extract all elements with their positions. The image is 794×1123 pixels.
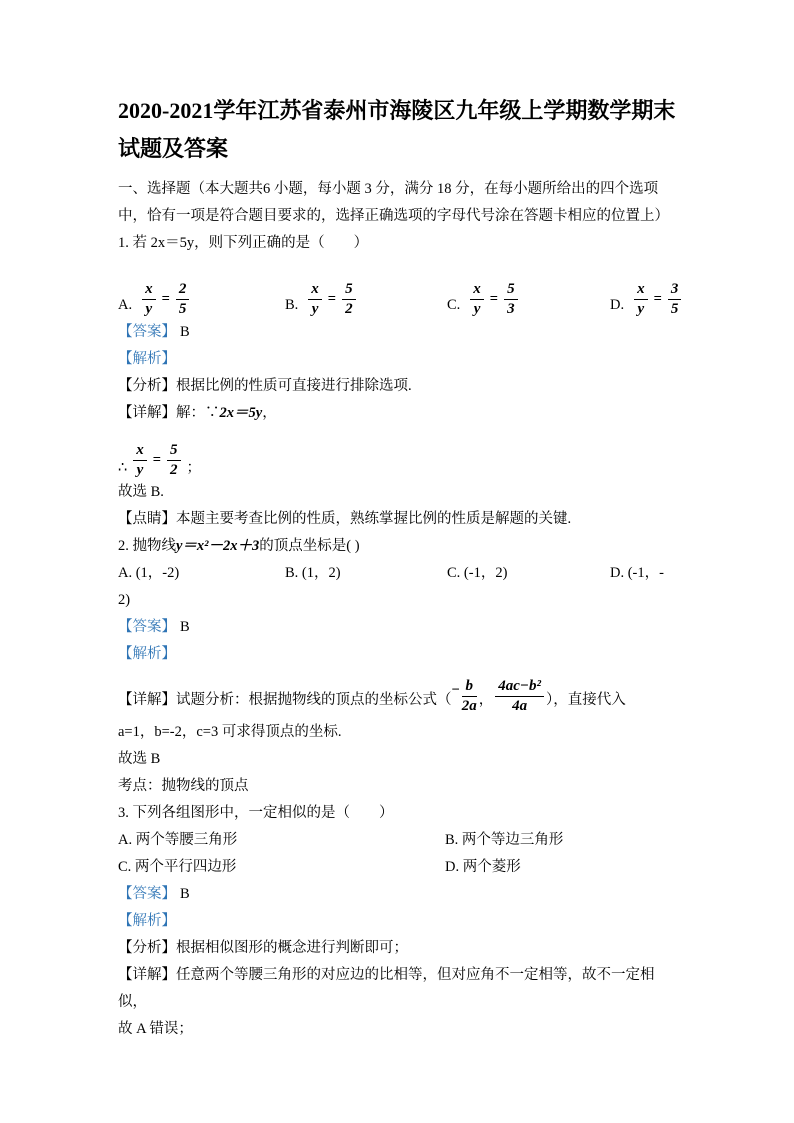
answer-label: 【答案】 <box>118 619 176 635</box>
q1-xiangjie-line <box>118 400 676 427</box>
q3-options-row2 <box>118 854 676 881</box>
q2-kaodian: 考点：抛物线的顶点 <box>118 778 249 794</box>
q1-option-a <box>118 278 285 315</box>
fraction <box>470 281 484 318</box>
fraction-numerator: 2 <box>176 281 190 300</box>
q1-options <box>118 259 679 317</box>
equals-sign: = <box>653 291 662 307</box>
equals-sign: = <box>489 291 499 307</box>
q1-stem: 1. 若 2x＝5y，则下列正确的是（ ） <box>118 235 369 251</box>
q1-option-c <box>447 278 610 315</box>
fenxi-text: 根据比例的性质可直接进行排除选项. <box>176 378 412 394</box>
q3-stem: 3. 下列各组图形中，一定相似的是（ ） <box>118 805 394 821</box>
fraction-numerator: b <box>462 678 477 697</box>
comma: ， <box>478 691 494 708</box>
q2-jiexi-line <box>118 641 676 668</box>
q2-answer-line <box>118 614 676 641</box>
q3-answer-line <box>118 881 676 908</box>
option-label: D. <box>610 297 625 313</box>
answer-value: B <box>180 324 190 340</box>
q2-options <box>118 560 676 587</box>
dianjing-label: 【点睛】 <box>118 511 176 527</box>
fraction-expression <box>133 442 180 479</box>
q1-answer-line <box>118 319 676 346</box>
fraction-numerator: x <box>142 281 156 300</box>
fraction-numerator: x <box>634 281 648 300</box>
fraction-denominator: y <box>473 301 481 317</box>
fraction-denominator: 2a <box>461 698 477 714</box>
fraction-denominator: 5 <box>670 301 679 317</box>
q1-deduction-line <box>118 427 676 477</box>
equals-sign: = <box>152 452 161 468</box>
fraction-denominator: 2 <box>345 301 353 317</box>
q3-options-row1 <box>118 827 676 854</box>
math-expression: y＝x²－2x＋3 <box>176 538 260 554</box>
answer-label: 【答案】 <box>118 324 176 340</box>
equals-sign: = <box>327 291 337 307</box>
fraction-numerator: x <box>133 442 147 461</box>
q1-dianjing-line <box>118 506 676 533</box>
fraction <box>668 281 682 318</box>
q1-option-b <box>285 278 447 315</box>
fraction-expression <box>634 281 681 318</box>
fraction-numerator: x <box>470 281 484 300</box>
q3-jiexi-line <box>118 908 676 935</box>
math-expression: 2x＝5y <box>219 405 263 421</box>
q2-option-b: B. (1，2) <box>285 565 341 581</box>
answer-value: B <box>180 619 190 635</box>
xiangjie-label: 【详解】 <box>118 405 176 421</box>
fraction <box>462 678 477 715</box>
xiangjie-label: 【详解】 <box>118 967 176 983</box>
jiexi-label: 【解析】 <box>118 913 176 929</box>
xiangjie-prefix: 解：∵ <box>176 405 220 421</box>
xiangjie-suffix: ， <box>262 405 277 421</box>
fraction-numerator: x <box>308 281 322 300</box>
title-line-1: 2020-2021学年江苏省泰州市海陵区九年级上学期数学期末 <box>118 98 676 123</box>
q2-stem <box>118 533 676 560</box>
answer-value: B <box>180 886 190 902</box>
q2-stem-prefix: 2. 抛物线 <box>118 538 176 554</box>
q3-xiangjie-line2: 故 A 错误； <box>118 1021 193 1037</box>
q2-option-a: A. (1，-2) <box>118 565 180 581</box>
fraction <box>142 281 156 318</box>
fraction-numerator: 4ac−b² <box>495 678 544 697</box>
fraction <box>133 442 147 479</box>
fraction-denominator: 3 <box>507 301 515 317</box>
q3-option-c: C. 两个平行四边形 <box>118 859 237 875</box>
jiexi-label: 【解析】 <box>118 351 176 367</box>
fraction <box>342 281 356 318</box>
q2-conclusion: 故选 B <box>118 751 161 767</box>
fraction-denominator: y <box>637 301 645 317</box>
fraction <box>495 678 544 715</box>
jiexi-label: 【解析】 <box>118 646 176 662</box>
page-title <box>118 92 676 168</box>
minus-sign: − <box>451 682 460 698</box>
title-line-2: 试题及答案 <box>118 136 229 161</box>
q2-option-d-wrap: 2) <box>118 592 131 608</box>
q3-option-b: B. 两个等边三角形 <box>445 832 564 848</box>
fraction-denominator: y <box>145 301 153 317</box>
therefore-symbol: ∴ <box>118 460 128 476</box>
fraction-expression <box>308 281 355 318</box>
semicolon: ； <box>186 460 201 476</box>
option-label: B. <box>285 297 299 313</box>
q1-jiexi-line <box>118 346 676 373</box>
fraction-numerator: 5 <box>167 442 181 461</box>
fraction-numerator: 5 <box>504 281 518 300</box>
fraction <box>634 281 648 318</box>
fraction-expression <box>470 281 517 318</box>
fraction-denominator: 5 <box>178 301 187 317</box>
q2-option-d: D. (-1，- <box>610 565 664 581</box>
option-label: C. <box>447 297 461 313</box>
answer-label: 【答案】 <box>118 886 176 902</box>
q2-stem-suffix: 的顶点坐标是( ) <box>259 538 360 554</box>
fraction <box>308 281 322 318</box>
q3-option-d: D. 两个菱形 <box>445 859 521 875</box>
option-label: A. <box>118 297 133 313</box>
xiangjie-suffix: ），直接代入 <box>546 691 626 708</box>
fenxi-text: 根据相似图形的概念进行判断即可； <box>176 940 408 956</box>
fraction-denominator: y <box>311 301 319 317</box>
q3-xiangjie-line <box>118 962 676 1016</box>
q1-fenxi-line <box>118 373 676 400</box>
section-intro: 一、选择题（本大题共6 小题，每小题 3 分，满分 18 分，在每小题所给出的四个选项中，恰有一项是符合题目要求的，选择正确选项的字母代号涂在答题卡相应的位置上） <box>118 181 669 224</box>
fraction-denominator: 4a <box>512 698 528 714</box>
fraction-expression <box>142 281 189 318</box>
fraction-denominator: y <box>136 462 144 478</box>
dianjing-text: 本题主要考查比例的性质，熟练掌握比例的性质是解题的关键. <box>176 511 572 527</box>
fraction-numerator: 3 <box>668 281 682 300</box>
xiangjie-label: 【详解】 <box>118 691 176 708</box>
fraction <box>504 281 518 318</box>
fenxi-label: 【分析】 <box>118 940 176 956</box>
q2-xiangjie-line2: a=1，b=-2，c=3 可求得顶点的坐标. <box>118 724 342 740</box>
q2-option-c: C. (-1，2) <box>447 565 508 581</box>
fraction <box>167 442 181 479</box>
q3-option-a: A. 两个等腰三角形 <box>118 832 238 848</box>
q1-option-d <box>610 278 681 315</box>
q1-conclusion: 故选 B. <box>118 484 164 500</box>
fenxi-label: 【分析】 <box>118 378 176 394</box>
q2-xiangjie-line <box>118 668 676 719</box>
xiangjie-prefix: 试题分析：根据抛物线的顶点的坐标公式（ <box>176 691 452 708</box>
equals-sign: = <box>161 291 170 307</box>
fraction <box>176 281 190 318</box>
xiangjie-text: 任意两个等腰三角形的对应边的比相等，但对应角不一定相等，故不一定相似， <box>118 967 655 1010</box>
q3-fenxi-line <box>118 935 676 962</box>
fraction-denominator: 2 <box>170 462 178 478</box>
fraction-numerator: 5 <box>342 281 356 300</box>
